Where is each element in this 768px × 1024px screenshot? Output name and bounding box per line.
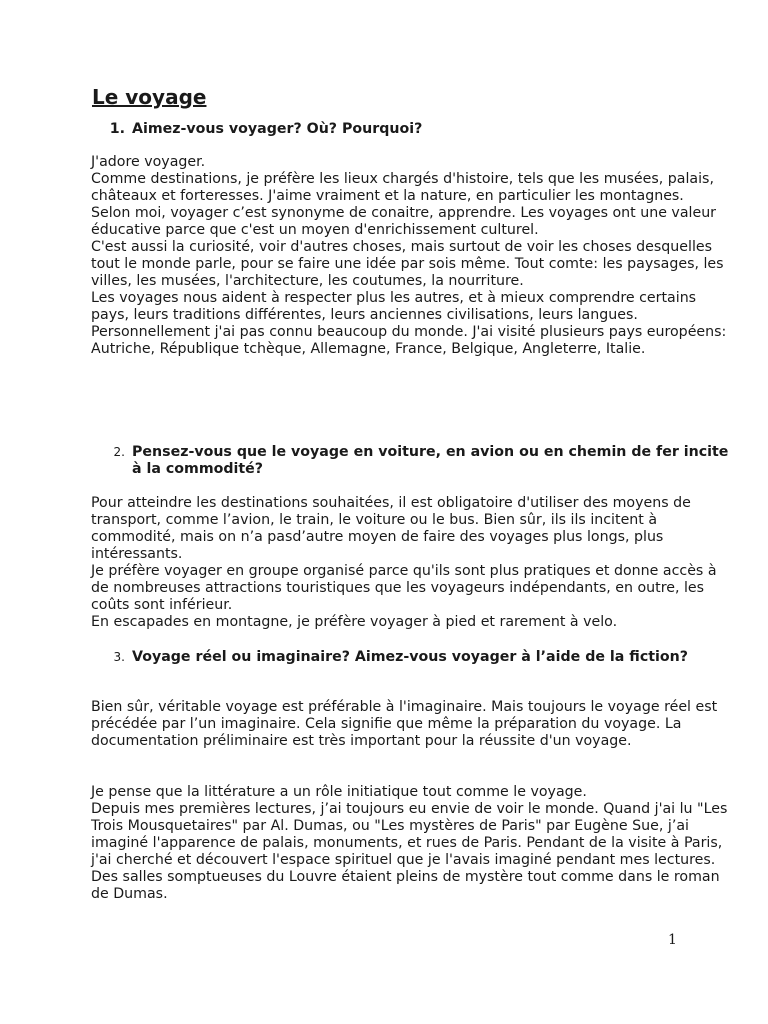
question-2 bbox=[92, 444, 730, 478]
paragraph: Selon moi, voyager c’est synonyme de conaitre, apprendre. Les voyages ont une valeur éducative parce que c'est un moyen d'enrichissement culturel. bbox=[91, 205, 717, 238]
paragraph: Les voyages nous aident à respecter plus les autres, et à mieux comprendre certains pays, leurs traditions différentes, leurs anciennes civilisations, leurs langues. bbox=[91, 290, 697, 323]
paragraph: C'est aussi la curiosité, voir d'autres choses, mais surtout de voir les choses desquelles tout le monde parle, pour se faire une idée par sois même. Tout comte: les paysages, les villes, les musées, l'architecture, les coutumes, la nourriture. bbox=[91, 239, 724, 289]
paragraph: Pour atteindre les destinations souhaitées, il est obligatoire d'utiliser des moyens de transport, comme l’avion, le train, le voiture ou le bus. Bien sûr, ils ils incitent à commodité, mais on n’a pasd’autre moyen de faire des voyages plus longs, plus intéressants. bbox=[91, 495, 691, 562]
paragraph: Je pense que la littérature a un rôle initiatique tout comme le voyage. bbox=[91, 784, 587, 800]
question-text: Voyage réel ou imaginaire? Aimez-vous voyager à l’aide de la fiction? bbox=[132, 649, 688, 665]
answer-3 bbox=[91, 699, 734, 750]
page-number: 1 bbox=[668, 932, 677, 948]
document-title: Le voyage bbox=[92, 85, 207, 109]
paragraph: Personnellement j'ai pas connu beaucoup du monde. J'ai visité plusieurs pays européens: Autriche, République tchèque, Allemagne, France, Belgique, Angleterre, Italie. bbox=[91, 324, 727, 357]
paragraph: En escapades en montagne, je préfère voyager à pied et rarement à velo. bbox=[91, 614, 618, 630]
question-number: 2. bbox=[113, 445, 125, 459]
question-text: Aimez-vous voyager? Où? Pourquoi? bbox=[132, 121, 423, 137]
paragraph: Depuis mes premières lectures, j’ai toujours eu envie de voir le monde. Quand j'ai lu "Les Trois Mousquetaires" par Al. Dumas, ou "Les mystères de Paris" par Eugène Sue, j’ai imaginé l'apparence de palais, monuments, et rues de Paris. Pendant de la visite à Paris, j'ai cherché et découvert l'espace spirituel que je l'avais imaginé pendant mes lectures. Des salles somptueuses du Louvre étaient pleins de mystère tout comme dans le roman de Dumas. bbox=[91, 801, 728, 902]
paragraph: Bien sûr, véritable voyage est préférable à l'imaginaire. Mais toujours le voyage réel est précédée par l’un imaginaire. Cela signifie que même la préparation du voyage. La documentation préliminaire est très important pour la réussite d'un voyage. bbox=[91, 699, 718, 749]
answer-1 bbox=[91, 154, 734, 358]
question-text: Pensez-vous que le voyage en voiture, en avion ou en chemin de fer incite à la commodité? bbox=[132, 444, 729, 477]
question-number: 3. bbox=[113, 650, 125, 664]
question-1 bbox=[92, 121, 730, 138]
question-number: 1. bbox=[109, 121, 125, 137]
answer-3-continued bbox=[91, 784, 734, 903]
question-3 bbox=[92, 649, 730, 666]
answer-2 bbox=[91, 495, 734, 631]
paragraph: Je préfère voyager en groupe organisé parce qu'ils sont plus pratiques et donne accès à de nombreuses attractions touristiques que les voyageurs indépendants, en outre, les coûts sont inférieur. bbox=[91, 563, 717, 613]
paragraph: J'adore voyager. bbox=[91, 154, 206, 170]
paragraph: Comme destinations, je préfère les lieux chargés d'histoire, tels que les musées, palais, châteaux et forteresses. J'aime vraiment et la nature, en particulier les montagnes. bbox=[91, 171, 714, 204]
